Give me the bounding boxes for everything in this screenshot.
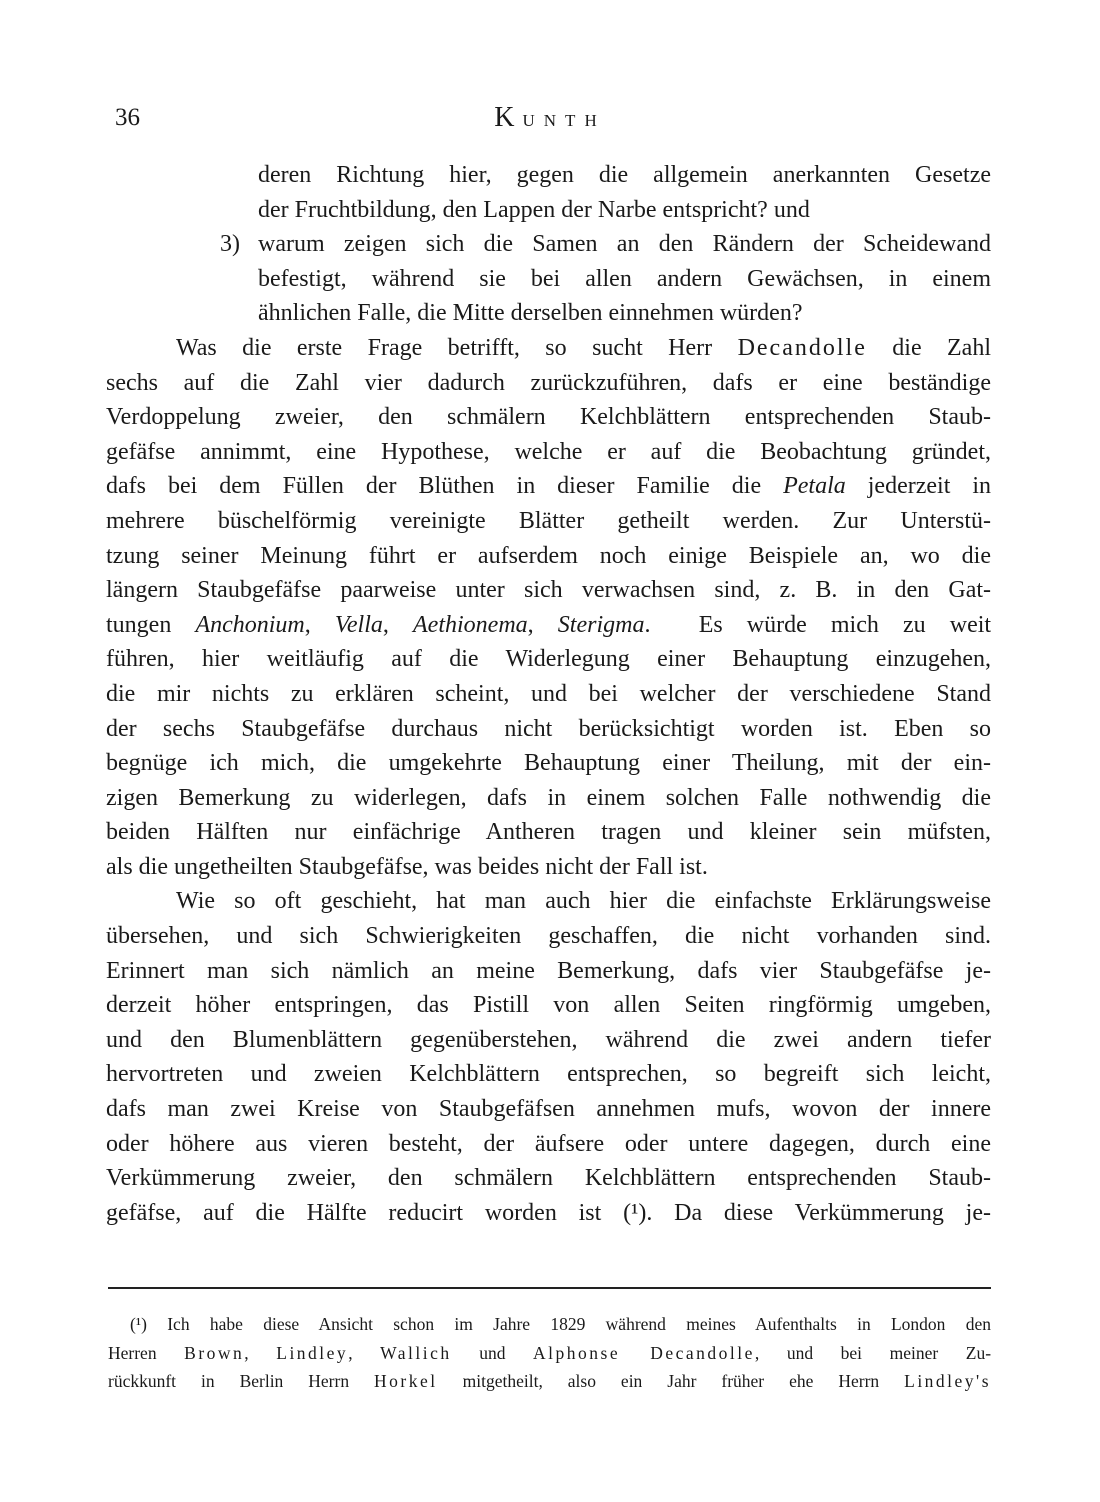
running-head-initial: K [494, 102, 515, 133]
genus-name: Sterigma [557, 611, 645, 638]
running-head [0, 101, 1100, 138]
footnote [108, 1310, 991, 1396]
genus-name: Aethionema [413, 611, 528, 638]
text-line: warum zeigen sich die Samen an den Rändern der Scheidewand [258, 231, 991, 258]
list-item-3 [106, 227, 991, 262]
text-line: begnüge ich mich, die umgekehrte Behauptung einer Theilung, mit der ein- [106, 750, 991, 777]
text-fragment: Herren [108, 1342, 157, 1363]
text-line: oder höhere aus vieren besteht, der äufsere oder untere dagegen, durch eine [106, 1130, 991, 1157]
person-name: Lindley's [904, 1371, 992, 1392]
text-fragment: , und bei meiner Zu- [754, 1342, 992, 1363]
footnote-marker: (¹) [130, 1314, 147, 1334]
text-line: Verkümmerung zweier, den schmälern Kelchblättern entsprechenden Staub- [106, 1165, 991, 1192]
text-line: der Fruchtbildung, den Lappen der Narbe entspricht? und [258, 196, 810, 223]
running-head-rest: UNTH [522, 111, 606, 130]
page-number: 36 [115, 104, 140, 131]
list-item-number: 3) [220, 231, 240, 258]
text-line: zigen Bemerkung zu widerlegen, dafs in einem solchen Falle nothwendig die [106, 784, 991, 811]
person-name: Alphonse Decandolle [533, 1342, 755, 1363]
paragraph-2-line: Wie so oft geschieht, hat man auch hier die einfachste Erklärungsweise [176, 888, 991, 915]
text-fragment: Es würde mich zu weit [698, 611, 992, 638]
text-line: dafs man zwei Kreise von Staubgefäfsen annehmen mufs, wovon der innere [106, 1096, 991, 1123]
text-line: mehrere büschelförmig vereinigte Blätter getheilt werden. Zur Unterstü- [106, 507, 991, 534]
text-fragment: tungen [106, 611, 172, 638]
text-fragment: dafs bei dem Füllen der Blüthen in dieser Familie die [106, 473, 762, 500]
text-fragment: . Da diese Verkümmerung je- [646, 1199, 991, 1226]
footnote-line [108, 1310, 991, 1339]
text-line [106, 469, 991, 504]
text-line: befestigt, während sie bei allen andern Gewächsen, in einem [258, 265, 991, 292]
footnote-line [108, 1367, 991, 1396]
footnote-divider [108, 1287, 991, 1289]
text-line: ähnlichen Falle, die Mitte derselben einnehmen würden? [258, 300, 803, 327]
text-line: derzeit höher entspringen, das Pistill von allen Seiten ringförmig umgeben, [106, 992, 991, 1019]
text-line: die mir nichts zu erklären scheint, und bei welcher der verschiedene Stand [106, 680, 991, 707]
text-fragment: Was die erste Frage betrifft, so sucht Herr [176, 334, 713, 361]
main-text [106, 158, 991, 1230]
person-name: Horkel [374, 1371, 438, 1392]
genus-name: Anchonium [195, 611, 305, 638]
text-line: als die ungetheilten Staubgefäfse, was beides nicht der Fall ist. [106, 853, 708, 880]
person-name: Lindley [276, 1342, 349, 1363]
text-line: deren Richtung hier, gegen die allgemein anerkannten Gesetze [258, 162, 991, 188]
text-line: Erinnert man sich nämlich an meine Bemerkung, dafs vier Staubgefäfse je- [106, 957, 991, 984]
person-name: Wallich [380, 1342, 452, 1363]
text-fragment: Ich habe diese Ansicht schon im Jahre 1829 während meines Aufenthalts in London den [167, 1314, 992, 1334]
text-line [106, 1196, 991, 1231]
text-fragment: gefäfse, auf die Hälfte reducirt worden ist [106, 1199, 602, 1226]
text-line: sechs auf die Zahl vier dadurch zurückzuführen, dafs er eine beständige [106, 369, 991, 396]
text-line: übersehen, und sich Schwierigkeiten geschaffen, die nicht vorhanden sind. [106, 923, 991, 950]
text-line: tungen Anchonium, Vella, Aethionema, Sterigma. Es würde mich zu weit [106, 611, 992, 638]
text-line: beiden Hälften nur einfächrige Antheren tragen und kleiner sein müfsten, [106, 819, 991, 846]
footnote-reference[interactable]: (¹) [623, 1199, 647, 1226]
text-fragment: rückkunft in Berlin Herrn [108, 1371, 350, 1392]
text-fragment: die Zahl [892, 334, 992, 361]
text-line: führen, hier weitläufig auf die Widerlegung einer Behauptung einzugehen, [106, 646, 991, 673]
text-fragment: und [479, 1342, 506, 1363]
text-line: der sechs Staubgefäfse durchaus nicht berücksichtigt worden ist. Eben so [106, 715, 991, 742]
genus-name: Vella [334, 611, 383, 638]
text-line: Verdoppelung zweier, den schmälern Kelchblättern entsprechenden Staub- [106, 404, 991, 431]
footnote-line: Herren Brown, Lindley, Wallich und Alphonse Decandolle, und bei meiner Zu- [108, 1342, 992, 1363]
text-line: und den Blumenblättern gegenüberstehen, während die zwei andern tiefer [106, 1026, 991, 1053]
text-line: hervortreten und zweien Kelchblättern entsprechen, so begreift sich leicht, [106, 1061, 991, 1088]
person-name: Brown [184, 1342, 245, 1363]
author-name: Decandolle [737, 334, 867, 361]
text-line: gefäfse annimmt, eine Hypothese, welche er auf die Beobachtung gründet, [106, 438, 991, 465]
italic-term: Petala [783, 473, 846, 500]
text-fragment: jederzeit in [867, 473, 992, 500]
paragraph-1-line [106, 331, 991, 366]
text-fragment: mitgetheilt, also ein Jahr früher ehe Herrn [462, 1371, 880, 1392]
text-line: längern Staubgefäfse paarweise unter sich verwachsen sind, z. B. in den Gat- [106, 577, 991, 604]
text-line: tzung seiner Meinung führt er aufserdem noch einige Beispiele an, wo die [106, 542, 991, 569]
